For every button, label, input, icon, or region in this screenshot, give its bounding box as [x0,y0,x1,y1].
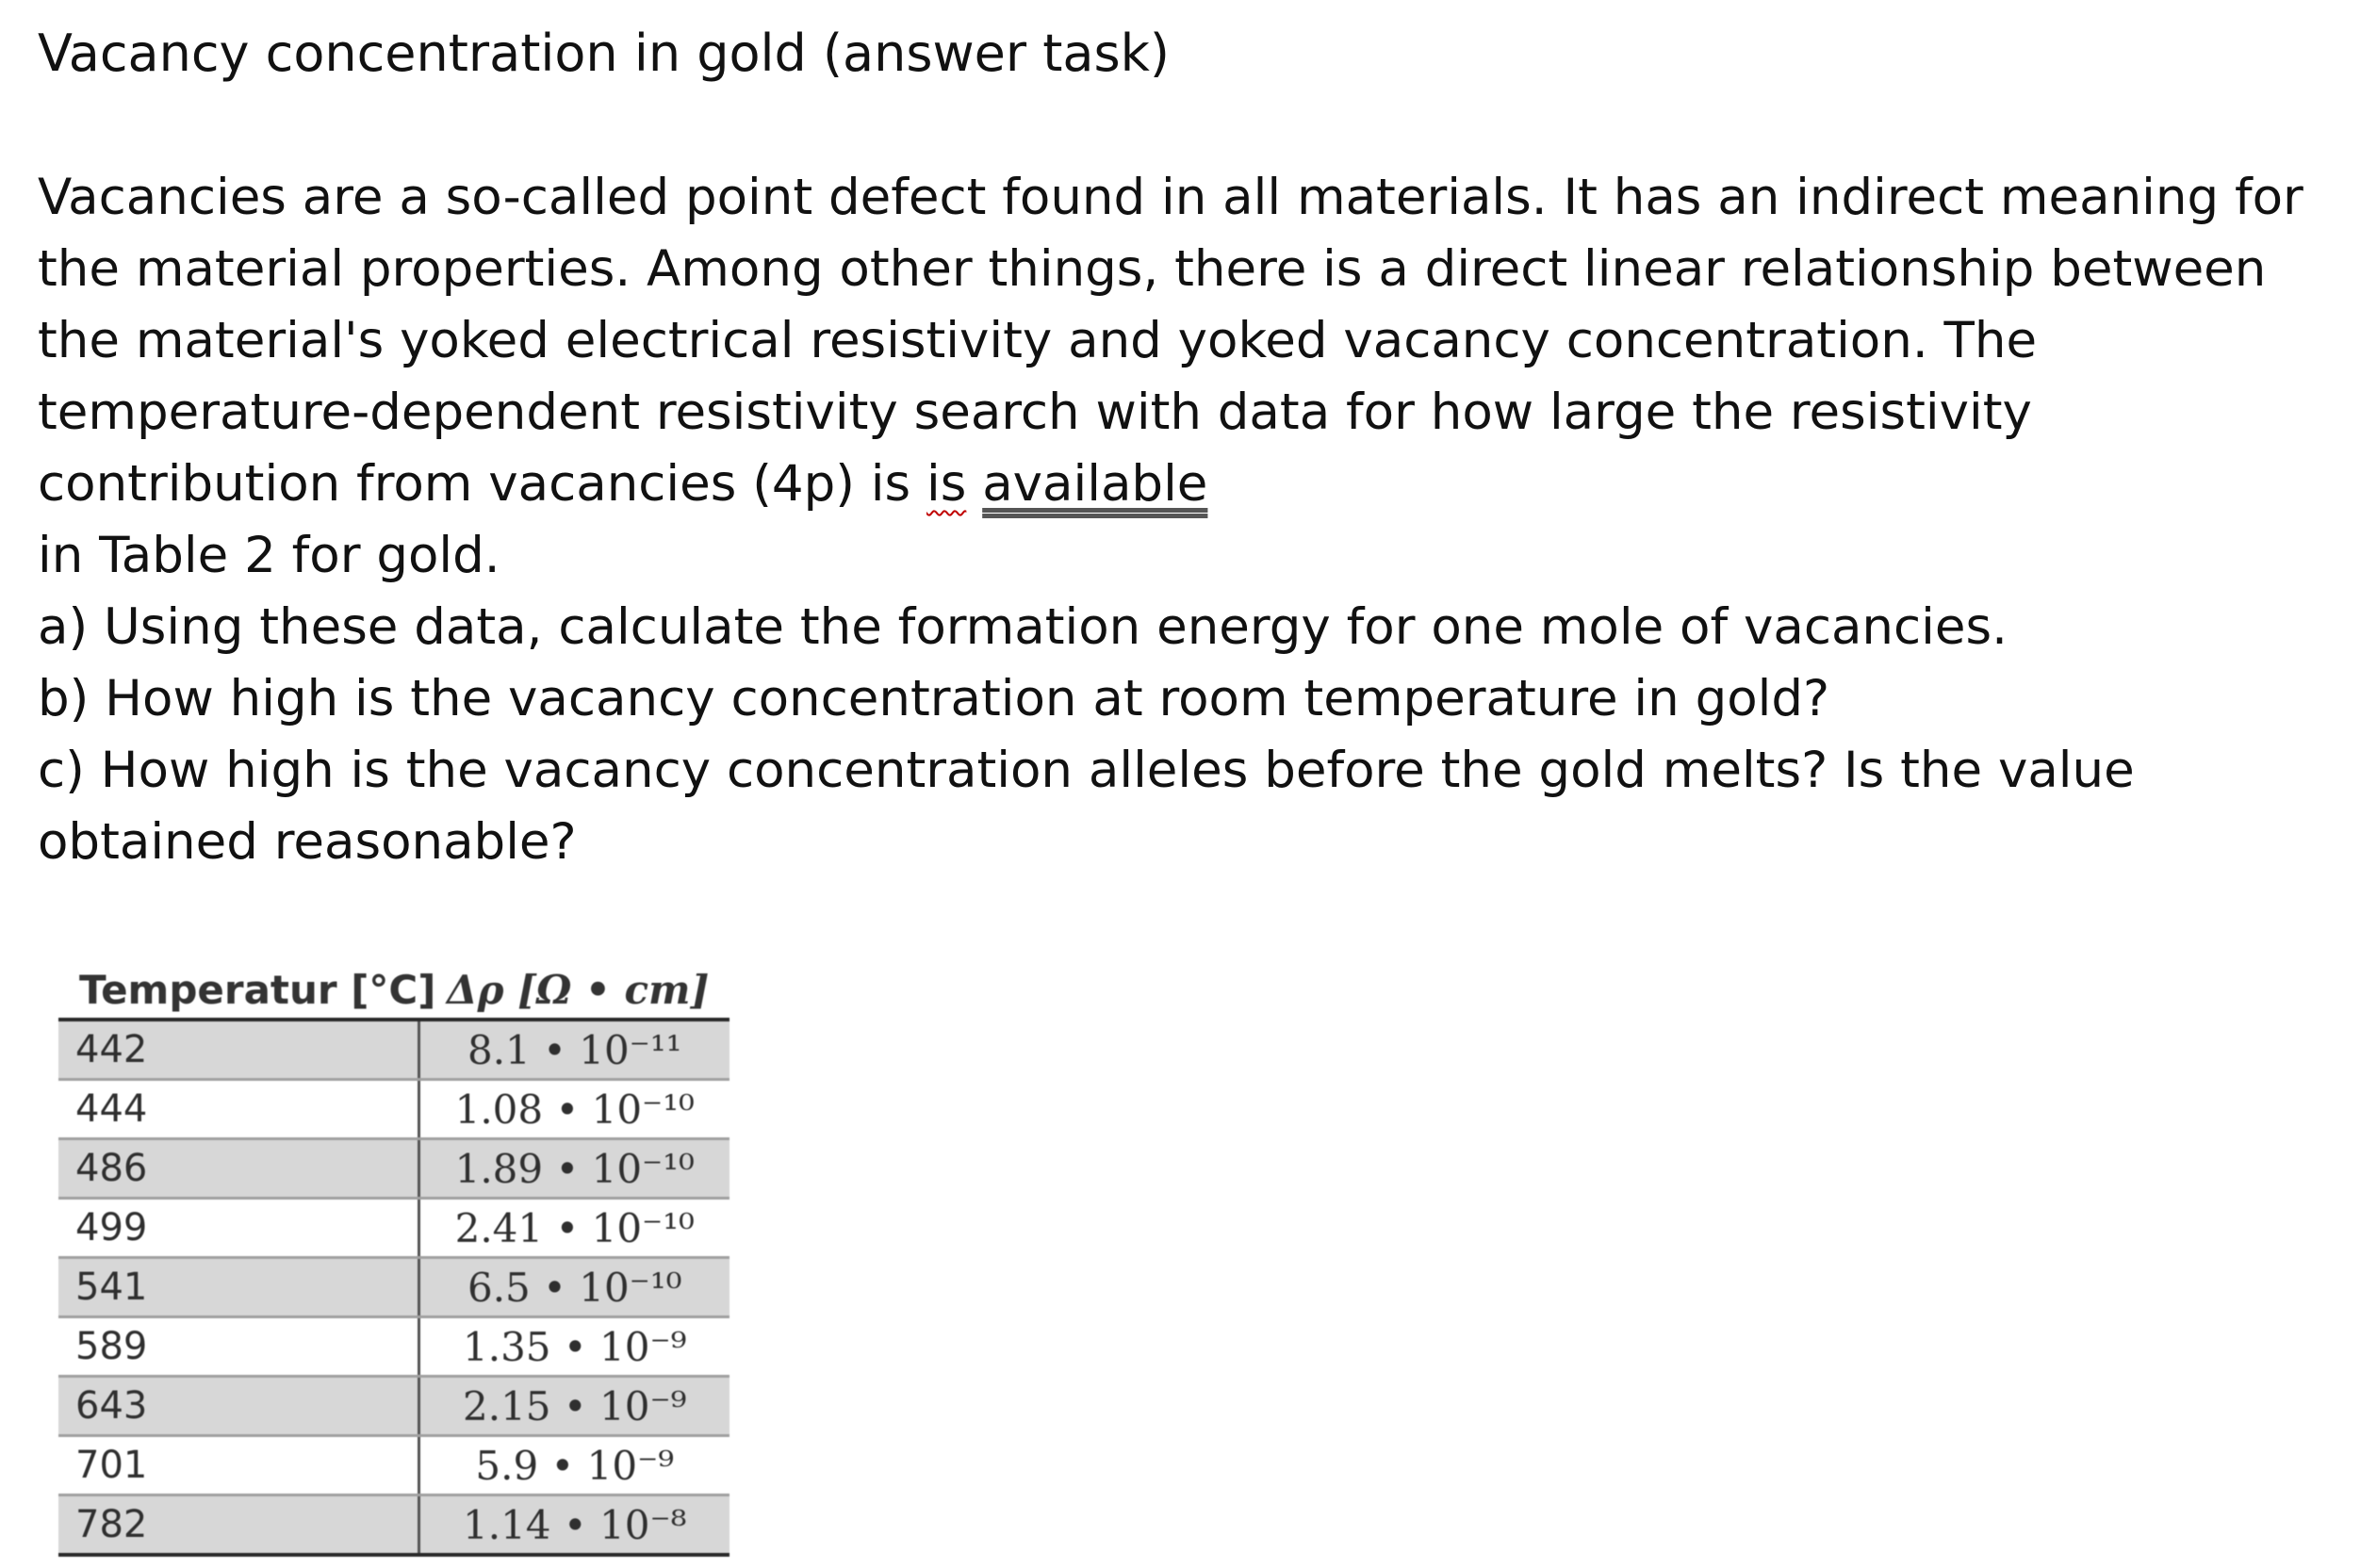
task-paragraph [38,162,2337,878]
spellcheck-word[interactable]: is [926,455,967,513]
paragraph-line: temperature-dependent resistivity search with data for how large the resistivity [38,384,2032,441]
resistivity-cell: 1.14 • 10⁻⁸ [418,1495,729,1556]
temperature-cell: 442 [58,1020,418,1080]
column-header-resistivity: Δρ [Ω • cm] [418,961,729,1020]
resistivity-table-image [58,961,729,1557]
resistivity-cell: 2.41 • 10⁻¹⁰ [418,1199,729,1258]
temperature-cell: 643 [58,1377,418,1436]
document [38,21,2337,878]
temperature-cell: 782 [58,1495,418,1556]
question-b: b) How high is the vacancy concentration at room temperature in gold? [38,670,1830,727]
resistivity-cell: 8.1 • 10⁻¹¹ [418,1020,729,1080]
table-body [58,1020,729,1555]
table-row [58,1199,729,1258]
paragraph-line: the material properties. Among other things, there is a direct linear relationship between [38,240,2267,298]
table-row [58,1139,729,1199]
paragraph-line: the material's yoked electrical resistivity and yoked vacancy concentration. The [38,312,2038,369]
table-row [58,1436,729,1495]
paragraph-line: obtained reasonable? [38,813,577,871]
table-row [58,1495,729,1556]
resistivity-cell: 6.5 • 10⁻¹⁰ [418,1258,729,1317]
resistivity-cell: 1.35 • 10⁻⁹ [418,1317,729,1377]
paragraph-line [38,449,2337,520]
resistivity-cell: 2.15 • 10⁻⁹ [418,1377,729,1436]
resistivity-cell: 1.89 • 10⁻¹⁰ [418,1139,729,1199]
resistivity-table [58,961,729,1557]
table-row [58,1258,729,1317]
temperature-cell: 486 [58,1139,418,1199]
document-title: Vacancy concentration in gold (answer task) [38,24,1170,83]
question-a: a) Using these data, calculate the formation energy for one mole of vacancies. [38,598,2008,656]
column-header-temperature: Temperatur [°C] [58,961,418,1020]
paragraph-line: in Table 2 for gold. [38,527,500,584]
table-row [58,1317,729,1377]
resistivity-cell: 1.08 • 10⁻¹⁰ [418,1080,729,1139]
temperature-cell: 499 [58,1199,418,1258]
grammar-flag-word[interactable]: available [982,455,1208,513]
temperature-cell: 541 [58,1258,418,1317]
table-row [58,1377,729,1436]
table-row [58,1020,729,1080]
table-row [58,1080,729,1139]
temperature-cell: 589 [58,1317,418,1377]
temperature-cell: 444 [58,1080,418,1139]
line-text: contribution from vacancies (4p) is [38,455,926,513]
temperature-cell: 701 [58,1436,418,1495]
question-c: c) How high is the vacancy concentration alleles before the gold melts? Is the value [38,742,2135,799]
resistivity-cell: 5.9 • 10⁻⁹ [418,1436,729,1495]
paragraph-line: Vacancies are a so-called point defect found in all materials. It has an indirect meaning for [38,169,2303,226]
